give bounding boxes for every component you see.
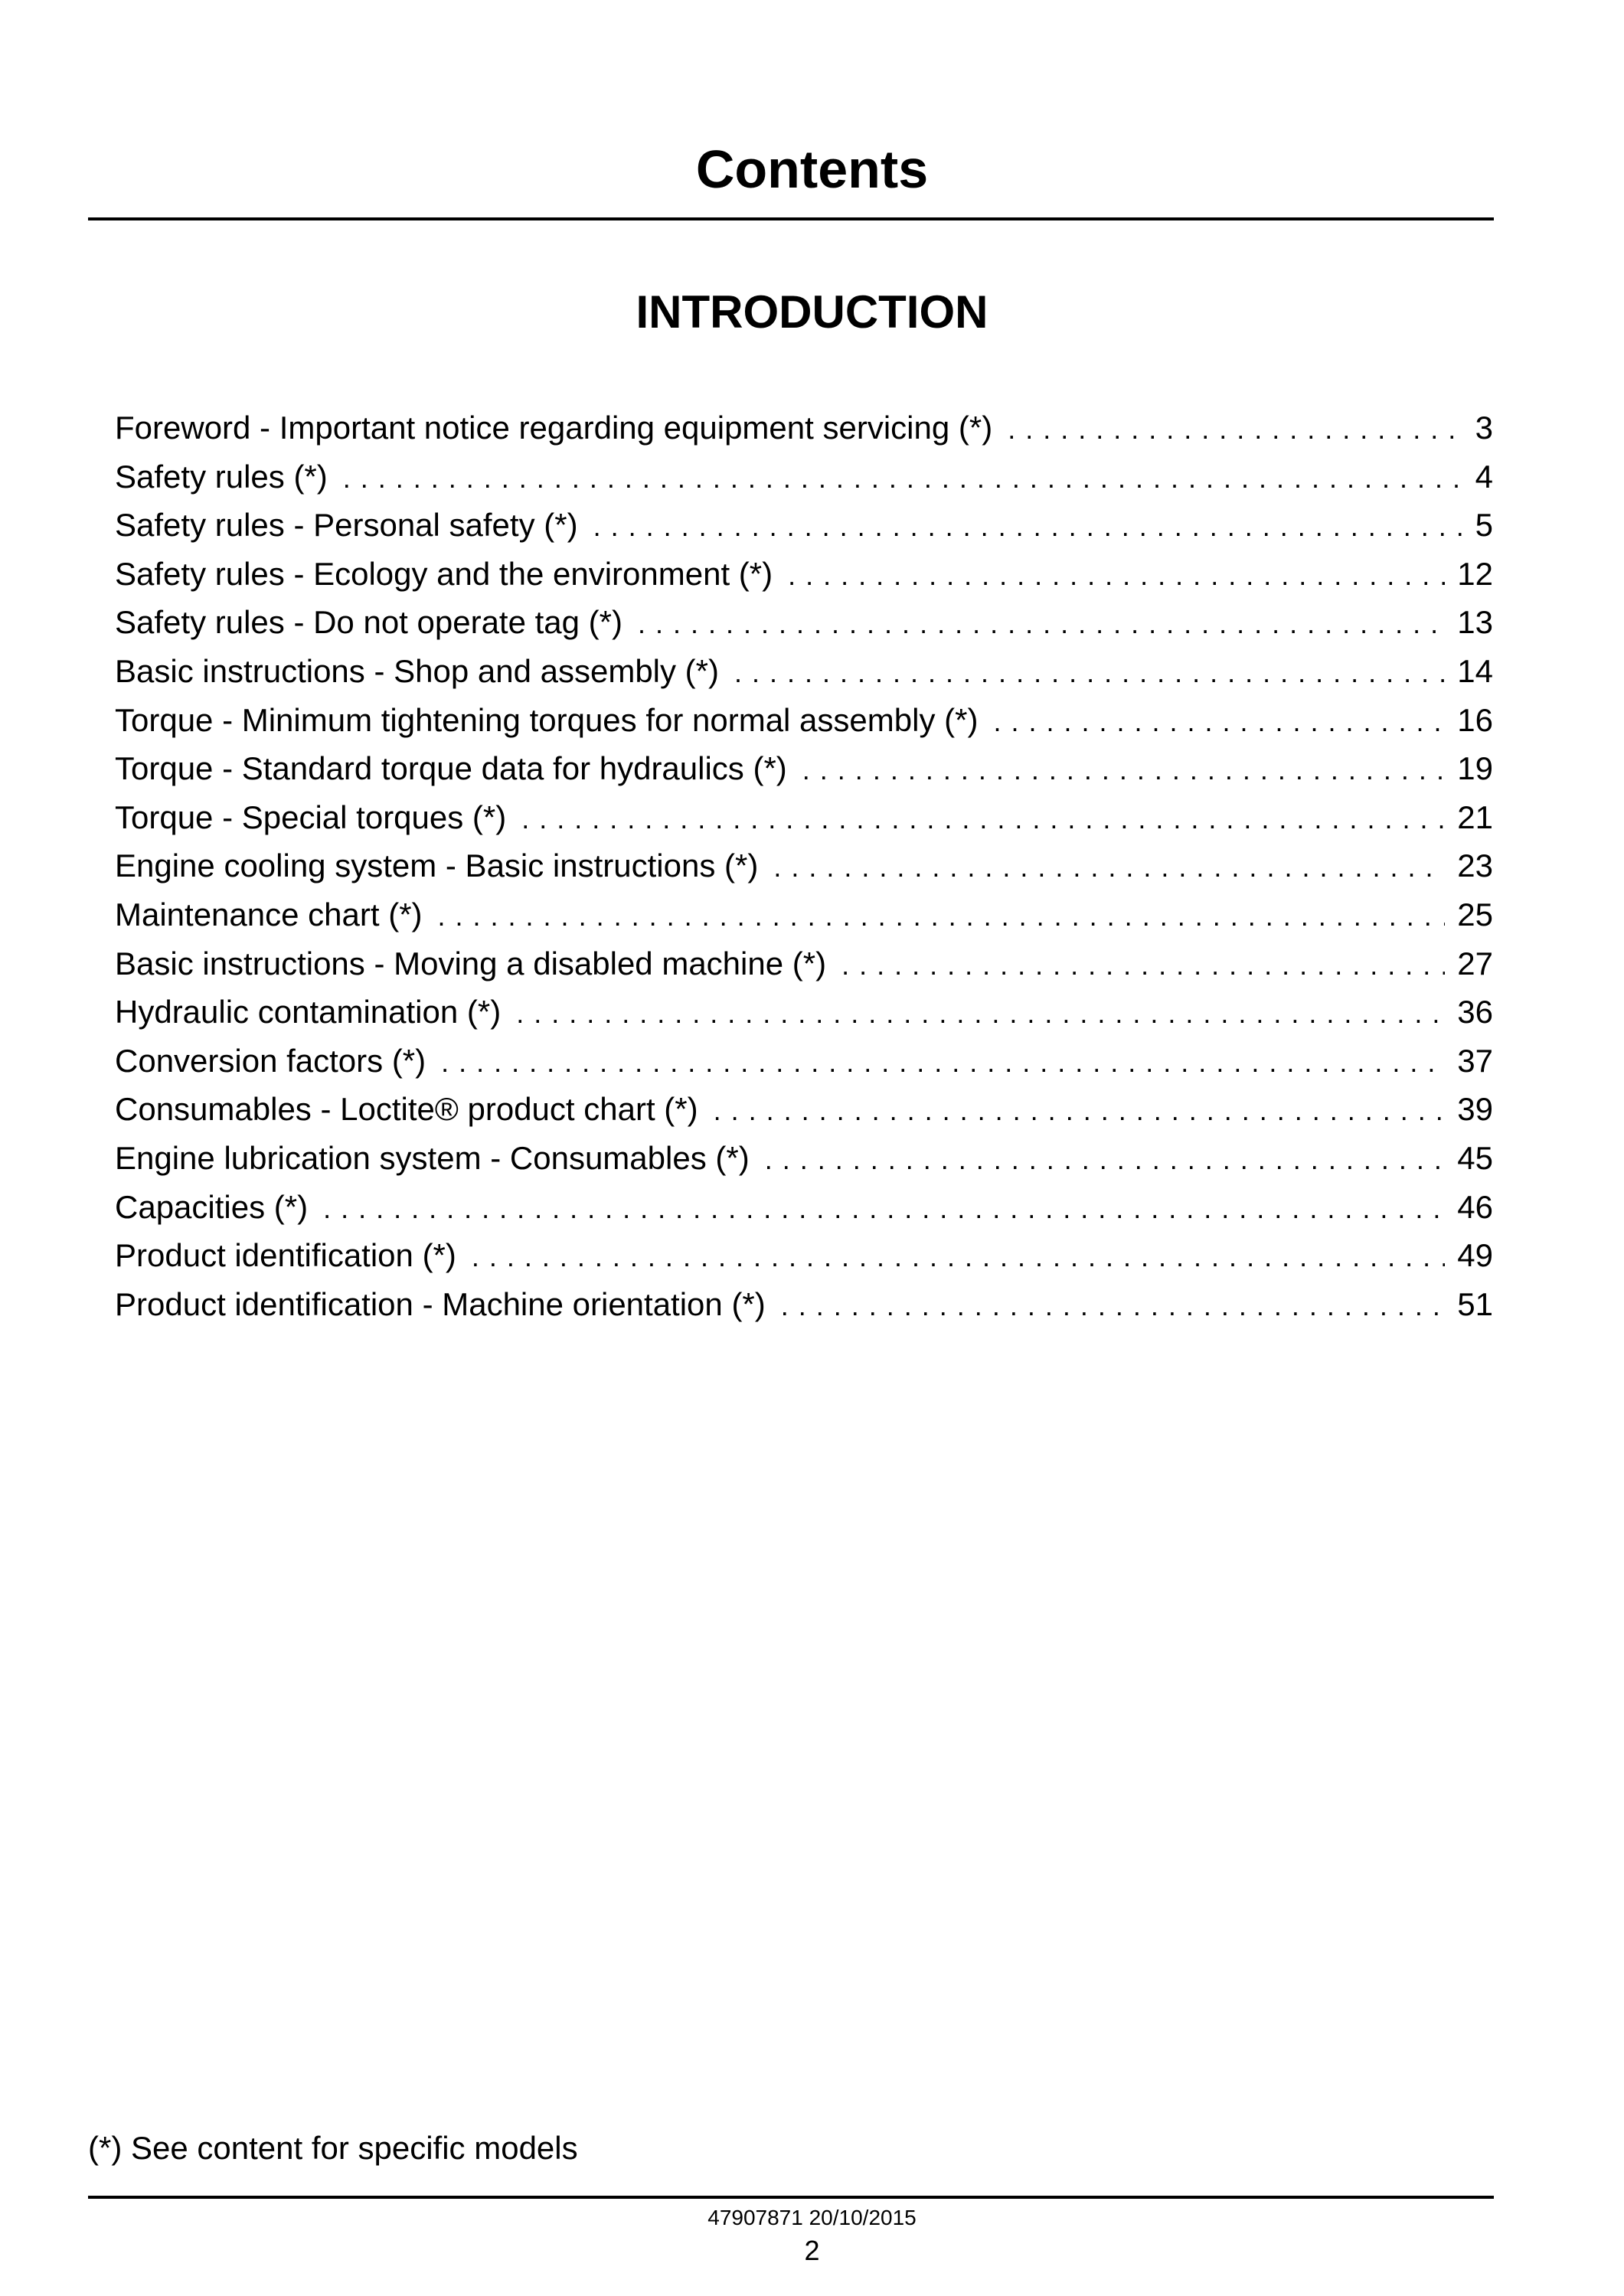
toc-entry-page: 27	[1457, 945, 1493, 981]
toc-dot-leader	[841, 941, 1445, 990]
toc-entry-page: 14	[1457, 652, 1493, 689]
toc-dot-leader	[438, 892, 1446, 941]
toc-entry-page: 39	[1457, 1091, 1493, 1128]
toc-entry[interactable]	[115, 890, 1493, 939]
toc-entry-page: 49	[1457, 1237, 1493, 1274]
toc-entry[interactable]	[115, 1037, 1493, 1086]
toc-entry[interactable]	[115, 1085, 1493, 1134]
toc-entry-page: 3	[1475, 410, 1493, 446]
toc-entry-page: 5	[1475, 507, 1493, 544]
toc-entry-page: 21	[1457, 799, 1493, 835]
toc-dot-leader	[323, 1184, 1445, 1233]
header-divider	[88, 217, 1494, 220]
toc-entry-page: 25	[1457, 896, 1493, 932]
toc-dot-leader	[343, 454, 1463, 503]
toc-entry-title: Foreword - Important notice regarding equipment servicing (*)	[115, 410, 993, 446]
page-number: 2	[804, 2235, 820, 2266]
toc-entry-title: Safety rules - Do not operate tag (*)	[115, 604, 622, 641]
toc-entry[interactable]	[115, 550, 1493, 599]
toc-entry-page: 46	[1457, 1188, 1493, 1225]
toc-entry-title: Basic instructions - Moving a disabled machine (*)	[115, 945, 827, 981]
footnote: (*) See content for specific models	[88, 2130, 578, 2166]
toc-entry-title: Basic instructions - Shop and assembly (*)	[115, 652, 719, 689]
toc-entry[interactable]	[115, 1134, 1493, 1183]
toc-entry-page: 4	[1475, 458, 1493, 495]
toc-entry-title: Engine cooling system - Basic instructions (*)	[115, 848, 759, 884]
table-of-contents	[115, 403, 1493, 1328]
toc-entry-page: 13	[1457, 604, 1493, 641]
section-title: INTRODUCTION	[636, 286, 988, 338]
toc-entry[interactable]	[115, 1183, 1493, 1232]
toc-dot-leader	[788, 551, 1445, 600]
toc-dot-leader	[781, 1282, 1446, 1331]
document-reference: 47907871 20/10/2015	[707, 2206, 917, 2229]
toc-dot-leader	[638, 599, 1445, 648]
toc-entry[interactable]	[115, 939, 1493, 988]
toc-entry-title: Product identification (*)	[115, 1237, 456, 1274]
toc-entry[interactable]	[115, 452, 1493, 501]
toc-entry-title: Consumables - Loctite® product chart (*)	[115, 1091, 698, 1128]
toc-entry-page: 19	[1457, 750, 1493, 787]
toc-entry-page: 36	[1457, 994, 1493, 1030]
toc-entry-title: Engine lubrication system - Consumables (*)	[115, 1139, 750, 1176]
toc-entry-title: Hydraulic contamination (*)	[115, 994, 502, 1030]
toc-entry-page: 37	[1457, 1042, 1493, 1079]
toc-entry-title: Torque - Minimum tightening torques for normal assembly (*)	[115, 701, 979, 738]
toc-entry[interactable]	[115, 647, 1493, 696]
toc-dot-leader	[516, 989, 1445, 1038]
toc-entry[interactable]	[115, 696, 1493, 745]
toc-entry-title: Safety rules - Personal safety (*)	[115, 507, 578, 544]
toc-dot-leader	[521, 795, 1445, 844]
toc-entry-title: Capacities (*)	[115, 1188, 309, 1225]
toc-entry-title: Torque - Special torques (*)	[115, 799, 507, 835]
toc-entry-title: Safety rules - Ecology and the environment (*)	[115, 555, 773, 592]
toc-entry[interactable]	[115, 598, 1493, 647]
toc-dot-leader	[441, 1038, 1445, 1087]
toc-entry[interactable]	[115, 1280, 1493, 1329]
toc-entry-title: Product identification - Machine orientation (*)	[115, 1285, 766, 1322]
toc-entry[interactable]	[115, 1231, 1493, 1280]
toc-dot-leader	[714, 1086, 1446, 1135]
toc-dot-leader	[765, 1135, 1446, 1184]
toc-entry-page: 16	[1457, 701, 1493, 738]
toc-entry-page: 45	[1457, 1139, 1493, 1176]
toc-entry[interactable]	[115, 988, 1493, 1037]
toc-entry[interactable]	[115, 501, 1493, 550]
toc-entry-title: Safety rules (*)	[115, 458, 328, 495]
toc-entry[interactable]	[115, 403, 1493, 452]
toc-dot-leader	[593, 502, 1463, 551]
page-title: Contents	[695, 139, 929, 199]
toc-entry-page: 12	[1457, 555, 1493, 592]
toc-entry[interactable]	[115, 793, 1493, 842]
toc-entry-title: Conversion factors (*)	[115, 1042, 426, 1079]
toc-entry[interactable]	[115, 744, 1493, 793]
toc-entry-page: 51	[1457, 1285, 1493, 1322]
toc-dot-leader	[773, 843, 1445, 892]
toc-dot-leader	[734, 648, 1445, 697]
toc-dot-leader	[993, 697, 1445, 746]
toc-dot-leader	[472, 1233, 1445, 1282]
toc-entry-title: Maintenance chart (*)	[115, 896, 423, 932]
toc-dot-leader	[1008, 405, 1462, 454]
toc-entry[interactable]	[115, 841, 1493, 890]
footer-divider	[88, 2196, 1494, 2199]
toc-dot-leader	[802, 746, 1445, 795]
toc-entry-page: 23	[1457, 848, 1493, 884]
toc-entry-title: Torque - Standard torque data for hydraulics (*)	[115, 750, 787, 787]
